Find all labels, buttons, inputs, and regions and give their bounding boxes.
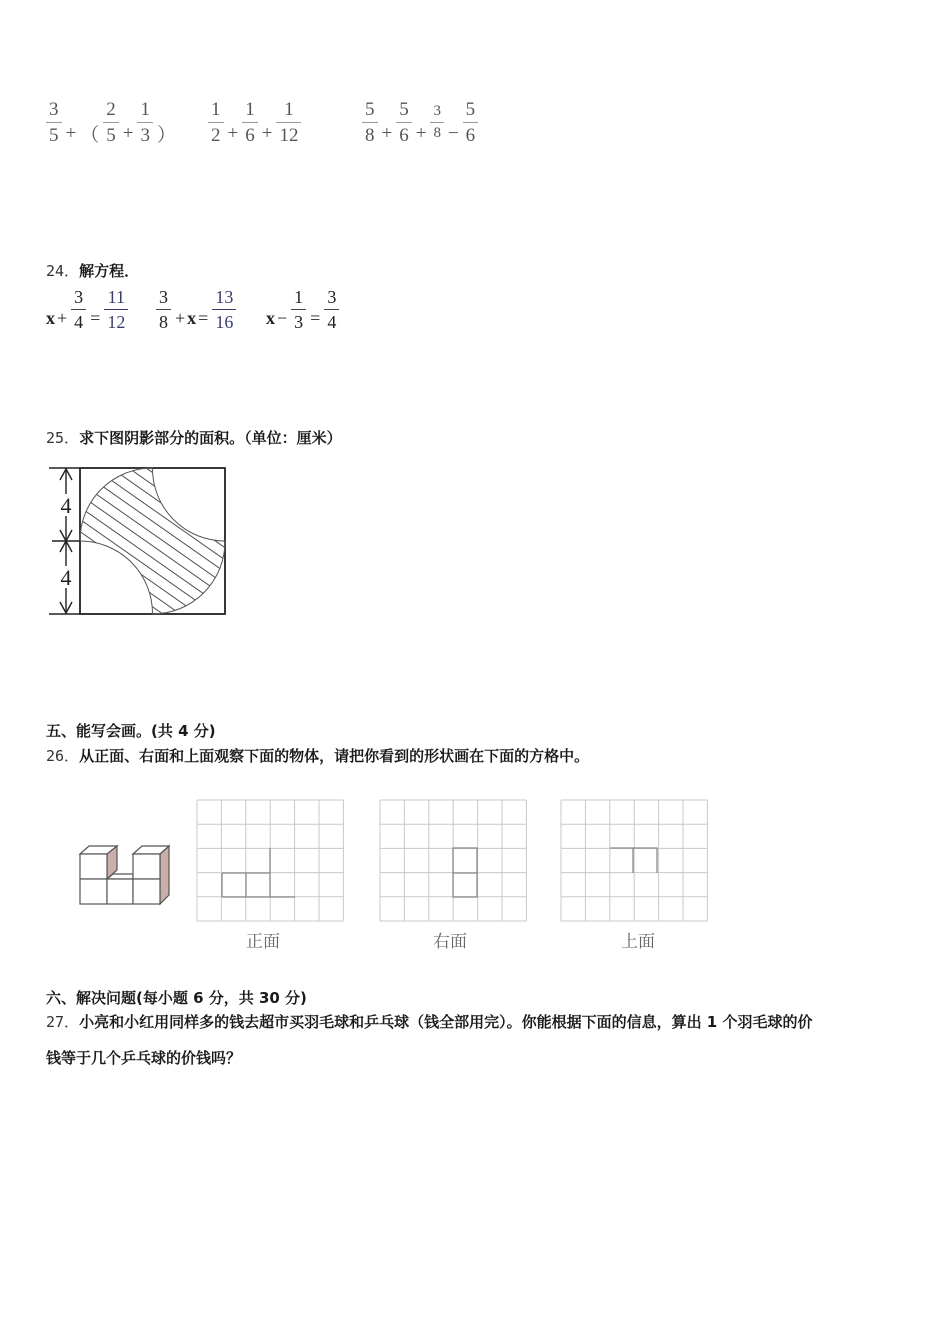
variable-x: x [187, 308, 197, 328]
denominator: 12 [104, 309, 128, 331]
operator: + [175, 308, 186, 328]
numerator: 1 [284, 99, 294, 120]
numerator: 3 [49, 99, 59, 120]
numerator: 3 [327, 287, 337, 307]
question-number: 24． [46, 262, 80, 280]
operator: − [447, 122, 459, 144]
front-view-grid[interactable] [195, 798, 347, 924]
operator: − [277, 308, 288, 328]
denominator: 12 [276, 122, 301, 145]
operator: = [198, 308, 209, 328]
shaded-region [80, 468, 225, 614]
front-view-caption: 正面 [246, 932, 280, 952]
operator: + [381, 122, 393, 144]
section-5-title: 五、能写会画。(共 4 分) [46, 722, 216, 740]
numerator: 1 [294, 287, 304, 307]
q23-expression-1 [44, 100, 178, 145]
fraction [276, 100, 301, 145]
dimension-bottom-label: 4 [60, 565, 72, 590]
numerator: 3 [74, 287, 84, 307]
q25-heading [46, 427, 342, 448]
operator: + [415, 122, 427, 144]
q27-text-line-2: 钱等于几个乒乓球的价钱吗？ [46, 1049, 242, 1067]
numerator: 5 [399, 99, 409, 120]
operator: + [227, 122, 239, 144]
q24-heading [46, 260, 139, 281]
fraction [104, 288, 128, 331]
fraction [430, 104, 444, 141]
right-view-grid[interactable] [378, 798, 530, 924]
equation-3 [266, 288, 341, 331]
denominator: 3 [137, 122, 153, 145]
equation-1 [46, 288, 130, 331]
variable-x: x [266, 308, 275, 328]
operator: （ [80, 125, 100, 146]
q23-expression-3 [360, 100, 480, 145]
denominator: 5 [46, 122, 62, 145]
question-title: 从正面、右面和上面观察下面的物体，请把你看到的形状画在下面的方格中。 [79, 747, 590, 765]
fraction [324, 288, 339, 331]
denominator: 5 [103, 122, 119, 145]
operator: = [310, 308, 321, 328]
fraction [463, 100, 479, 145]
shaded-area-figure [40, 455, 240, 625]
question-title: 解方程． [79, 262, 140, 280]
q26-heading [46, 745, 589, 766]
denominator: 6 [396, 122, 412, 145]
denominator: 6 [242, 122, 258, 145]
fraction [71, 288, 86, 331]
denominator: 8 [156, 309, 171, 331]
numerator: 3 [159, 287, 168, 307]
numerator: 5 [465, 99, 476, 120]
numerator: 5 [365, 99, 375, 120]
fraction [212, 288, 236, 331]
fraction [46, 100, 62, 145]
question-number: 27． [46, 1013, 80, 1031]
equation-2 [154, 288, 238, 331]
question-number: 26． [46, 747, 80, 765]
operator: + [261, 122, 273, 144]
fraction [362, 100, 378, 145]
variable-x: x [46, 308, 55, 328]
top-view-drawing [610, 848, 657, 873]
denominator: 16 [212, 309, 236, 331]
numerator: 2 [106, 99, 116, 120]
top-view-grid[interactable] [559, 798, 711, 924]
fraction [396, 100, 412, 145]
operator: ） [156, 125, 176, 146]
cube-object-figure [70, 835, 180, 915]
denominator: 8 [430, 122, 444, 141]
numerator: 13 [215, 287, 234, 307]
numerator: 1 [245, 99, 255, 120]
section-6-title: 六、解决问题(每小题 6 分，共 30 分) [46, 989, 307, 1007]
fraction [291, 288, 306, 331]
question-title: 求下图阴影部分的面积。（单位：厘米） [79, 429, 342, 447]
numerator: 3 [433, 103, 441, 119]
q23-expression-2 [206, 100, 303, 145]
denominator: 6 [463, 122, 479, 145]
denominator: 4 [71, 309, 86, 331]
right-view-drawing [453, 848, 477, 897]
denominator: 3 [291, 309, 306, 331]
fraction [242, 100, 258, 145]
denominator: 4 [324, 309, 339, 331]
operator: + [65, 122, 77, 144]
numerator: 1 [211, 99, 221, 120]
right-view-caption: 右面 [433, 932, 467, 952]
denominator: 2 [208, 122, 224, 145]
top-view-caption: 上面 [621, 932, 655, 952]
dimension-lines [49, 468, 80, 614]
fraction [103, 100, 119, 145]
numerator: 11 [107, 287, 125, 307]
operator: = [90, 308, 101, 328]
denominator: 8 [362, 122, 378, 145]
question-number: 25． [46, 429, 80, 447]
operator: + [122, 122, 134, 144]
q27-text-line-1: 小亮和小红用同样多的钱去超市买羽毛球和乒乓球（钱全部用完）。你能根据下面的信息，算出 1 个羽毛球的价 [79, 1013, 813, 1031]
fraction [156, 288, 171, 331]
dimension-top-label: 4 [60, 493, 72, 518]
operator: + [57, 308, 68, 328]
fraction [208, 100, 224, 145]
fraction [137, 100, 153, 145]
q27-text [46, 1004, 906, 1076]
numerator: 1 [140, 99, 150, 120]
